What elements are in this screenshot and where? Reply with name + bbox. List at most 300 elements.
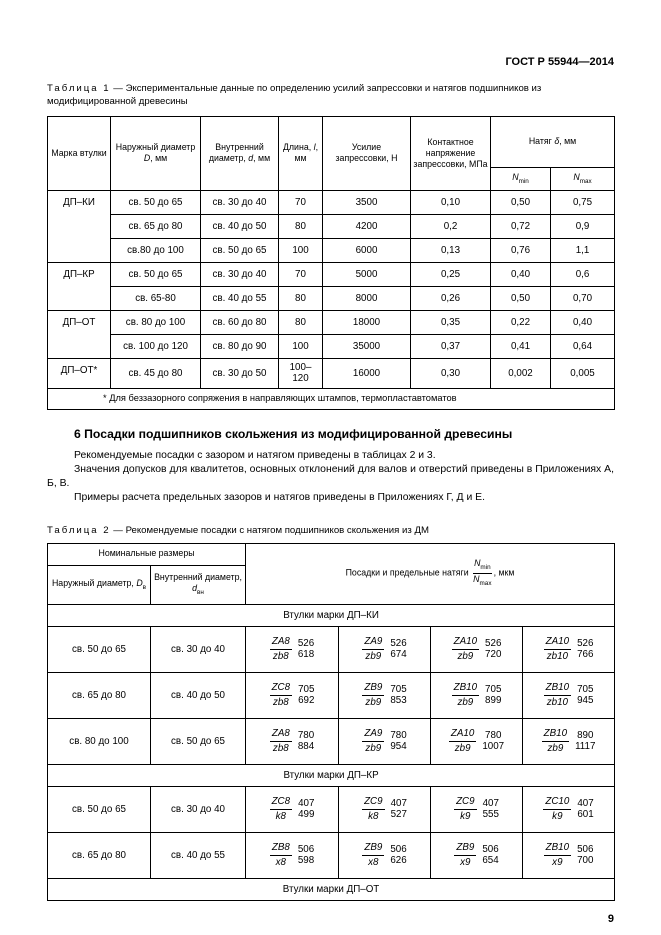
interference-values xyxy=(390,638,406,661)
table2-row xyxy=(48,832,615,878)
fit-fraction xyxy=(542,728,569,754)
t1-header-inner-diameter xyxy=(201,116,279,190)
table2-body xyxy=(48,604,615,900)
table1-data-cell: св. 50 до 65 xyxy=(201,238,279,262)
fit-shaft-code: zb9 xyxy=(365,696,382,708)
n-max-value: 527 xyxy=(390,809,407,821)
inner-diameter-cell: св. 40 до 55 xyxy=(151,832,246,878)
fit-fraction xyxy=(362,682,384,708)
table1-data-cell: 0,37 xyxy=(411,334,491,358)
table2-caption-dash: — xyxy=(113,524,123,536)
table1-row xyxy=(48,214,615,238)
table1-data-cell: 0,9 xyxy=(551,214,615,238)
t1-header-nmin xyxy=(491,167,551,190)
fit-hole-code: ZA9 xyxy=(362,636,384,649)
table1-data-cell: 0,25 xyxy=(411,262,491,286)
fit-value xyxy=(270,636,314,662)
fit-shaft-code: x9 xyxy=(460,856,471,868)
table1-caption-label: Таблица 1 xyxy=(47,83,111,94)
n-min-value: 890 xyxy=(577,729,594,741)
fit-shaft-code: zb9 xyxy=(365,650,382,662)
t1-header-length-unit: , мм xyxy=(294,142,319,164)
interference-values xyxy=(390,730,406,753)
n-min-value: 780 xyxy=(485,729,502,741)
fit-shaft-code: x8 xyxy=(368,856,379,868)
table2-row xyxy=(48,626,615,672)
n-max-value: 555 xyxy=(482,809,499,821)
fit-value xyxy=(362,682,406,708)
t1-header-inner-unit: , мм xyxy=(253,153,271,164)
fit-cell xyxy=(339,832,431,878)
table1-data-cell: св.80 до 100 xyxy=(111,238,201,262)
interference-values xyxy=(298,684,314,707)
fit-shaft-code: zb9 xyxy=(365,742,382,754)
t1-header-brand: Марка втулки xyxy=(48,116,111,190)
table2-section-title: Втулки марки ДП–ОТ xyxy=(48,878,615,900)
n-max-value: 1007 xyxy=(482,741,505,753)
fit-value xyxy=(362,796,407,822)
t1-header-nmax xyxy=(551,167,615,190)
interference-values xyxy=(485,684,501,707)
table1-data-cell: 0,35 xyxy=(411,310,491,334)
fit-hole-code: ZB10 xyxy=(544,682,571,695)
fit-fraction xyxy=(449,728,476,754)
table2-row xyxy=(48,786,615,832)
table1-data-cell: св. 30 до 40 xyxy=(201,190,279,214)
n-max-value: 626 xyxy=(390,855,407,867)
n-min-value: 780 xyxy=(297,729,315,741)
nmin-subscript: min xyxy=(518,177,529,185)
table1-data-cell: 0,64 xyxy=(551,334,615,358)
table1-data-cell: 0,22 xyxy=(491,310,551,334)
section-paragraphs xyxy=(47,449,614,506)
fit-fraction xyxy=(454,796,477,822)
n-max-value: 674 xyxy=(390,649,407,661)
table1-data-cell: 0,50 xyxy=(491,286,551,310)
table2-caption xyxy=(47,525,614,538)
interference-values xyxy=(298,798,314,821)
table1-data-cell: 0,72 xyxy=(491,214,551,238)
fit-cell xyxy=(523,626,615,672)
n-max-value: 884 xyxy=(297,741,315,753)
fit-fraction xyxy=(270,682,293,708)
n-min-value: 526 xyxy=(485,637,502,649)
inner-diameter-cell: св. 30 до 40 xyxy=(151,786,246,832)
fit-cell xyxy=(431,672,523,718)
fit-cell xyxy=(246,786,339,832)
outer-diameter-cell: св. 50 до 65 xyxy=(48,786,151,832)
fit-shaft-code: zb9 xyxy=(457,650,474,662)
n-min-value: 506 xyxy=(482,843,499,855)
fit-value xyxy=(362,842,406,868)
table1-footnote: * Для беззазорного сопряжения в направляющих штампов, термопластавтоматов xyxy=(48,388,615,409)
fit-fraction xyxy=(362,636,384,662)
fit-cell xyxy=(523,786,615,832)
fit-value xyxy=(543,796,593,822)
interference-values xyxy=(390,844,406,867)
n-max-value: 945 xyxy=(577,695,594,707)
table2-section-row xyxy=(48,878,615,900)
fit-shaft-code: zb9 xyxy=(547,742,564,754)
fit-shaft-code: x9 xyxy=(552,856,563,868)
fit-hole-code: ZA10 xyxy=(452,636,479,649)
table1-caption xyxy=(47,83,614,109)
fit-shaft-code: k8 xyxy=(368,810,379,822)
n-max-value: 618 xyxy=(297,649,315,661)
interference-values xyxy=(577,798,593,821)
table1-data-cell: 6000 xyxy=(323,238,411,262)
n-min-value: 526 xyxy=(297,637,315,649)
table1-data-cell: 70 xyxy=(279,262,323,286)
fit-fraction xyxy=(452,682,479,708)
t2-header-inner-subscript: вн xyxy=(197,589,204,596)
table1-data-cell: св. 100 до 120 xyxy=(111,334,201,358)
table2-head xyxy=(48,543,615,604)
fit-hole-code: ZB9 xyxy=(362,682,384,695)
t1-header-outer-diameter xyxy=(111,116,201,190)
fit-value xyxy=(270,842,314,868)
t1-header-interference xyxy=(491,116,615,167)
table1-data-cell: 18000 xyxy=(323,310,411,334)
table1-data-cell: 0,75 xyxy=(551,190,615,214)
table2-header-row-1 xyxy=(48,543,615,565)
fit-shaft-code: k8 xyxy=(275,810,287,822)
fit-cell xyxy=(431,626,523,672)
fit-hole-code: ZC9 xyxy=(454,796,477,809)
fit-cell xyxy=(431,832,523,878)
n-max-value: 766 xyxy=(577,649,594,661)
interference-values xyxy=(391,798,407,821)
fit-hole-code: ZB10 xyxy=(542,728,569,741)
t1-header-stress: Контактное напряжение запрессовки, МПа xyxy=(411,116,491,190)
table1-data-cell: 1,1 xyxy=(551,238,615,262)
table1-row xyxy=(48,190,615,214)
table2-section-title: Втулки марки ДП–КР xyxy=(48,764,615,786)
fit-cell xyxy=(246,672,339,718)
fit-hole-code: ZA8 xyxy=(270,728,292,741)
table1-data-cell: 3500 xyxy=(323,190,411,214)
table1-row xyxy=(48,334,615,358)
fit-shaft-code: zb8 xyxy=(272,742,289,754)
n-min-value: 780 xyxy=(390,729,407,741)
interference-values xyxy=(485,638,501,661)
table2-section-row xyxy=(48,604,615,626)
table1-data-cell: 80 xyxy=(279,310,323,334)
fit-cell xyxy=(339,718,431,764)
fit-hole-code: ZC9 xyxy=(362,796,385,809)
table1-data-cell: 4200 xyxy=(323,214,411,238)
fit-hole-code: ZC10 xyxy=(543,796,571,809)
nmax-subscript: max xyxy=(479,579,492,587)
t1-header-outer-text: Наружный диаметр xyxy=(115,142,196,153)
table1-caption-dash: — xyxy=(113,83,123,94)
table2-section-title: Втулки марки ДП–КИ xyxy=(48,604,615,626)
fit-fraction xyxy=(544,682,571,708)
table1 xyxy=(47,116,615,410)
t2-header-fits-unit: , мкм xyxy=(493,567,515,578)
n-max-value: 654 xyxy=(482,855,499,867)
table2-row xyxy=(48,672,615,718)
table1-row xyxy=(48,286,615,310)
fit-fraction xyxy=(452,636,479,662)
nmin-fraction-top xyxy=(473,559,492,574)
interference-values xyxy=(577,684,593,707)
outer-diameter-cell: св. 50 до 65 xyxy=(48,626,151,672)
t1-header-interference-unit: , мм xyxy=(559,136,577,147)
table1-data-cell: 0,10 xyxy=(411,190,491,214)
fit-cell xyxy=(431,718,523,764)
table1-data-cell: 0,6 xyxy=(551,262,615,286)
fit-hole-code: ZB9 xyxy=(454,842,476,855)
fit-hole-code: ZB10 xyxy=(452,682,479,695)
fit-shaft-code: zb9 xyxy=(457,696,474,708)
t1-header-interference-symbol: δ xyxy=(554,136,560,147)
fit-hole-code: ZA10 xyxy=(544,636,571,649)
nmax-symbol: N xyxy=(473,574,480,585)
table1-data-cell: 8000 xyxy=(323,286,411,310)
table1-data-cell: 0,70 xyxy=(551,286,615,310)
table1-data-cell: 80 xyxy=(279,286,323,310)
n-max-value: 853 xyxy=(390,695,407,707)
paragraph: Примеры расчета предельных зазоров и натягов приведены в Приложениях Г, Д и Е. xyxy=(74,492,485,504)
n-max-value: 1117 xyxy=(575,741,596,753)
table1-row xyxy=(48,262,615,286)
table1-data-cell: 0,30 xyxy=(411,358,491,388)
table2-caption-text: Рекомендуемые посадки с натягом подшипников скольжения из ДМ xyxy=(125,524,429,536)
table1-data-cell: св. 65-80 xyxy=(111,286,201,310)
t2-header-inner xyxy=(151,565,246,604)
table1-data-cell: св. 60 до 80 xyxy=(201,310,279,334)
fit-fraction xyxy=(544,842,571,868)
interference-values xyxy=(483,798,499,821)
t2-header-inner-text: Внутренний диаметр, xyxy=(154,571,242,582)
n-min-value: 526 xyxy=(390,637,407,649)
interference-values xyxy=(577,844,593,867)
interference-values xyxy=(577,638,593,661)
fit-value xyxy=(270,796,315,822)
fit-hole-code: ZB8 xyxy=(270,842,292,855)
n-min-value: 705 xyxy=(298,683,315,695)
table1-header-row-1 xyxy=(48,116,615,167)
t2-header-outer-text: Наружный диаметр, xyxy=(51,577,137,588)
fit-value xyxy=(454,842,498,868)
t2-header-fits xyxy=(246,543,615,604)
fit-cell xyxy=(523,718,615,764)
fit-cell xyxy=(246,832,339,878)
interference-values xyxy=(298,844,314,867)
fit-cell xyxy=(523,672,615,718)
t1-header-force: Усилие запрессовки, Н xyxy=(323,116,411,190)
paragraph: Значения допусков для квалитетов, основных отклонений для валов и отверстий приведены в Приложениях А, Б, В. xyxy=(47,464,614,490)
table1-data-cell: 0,40 xyxy=(491,262,551,286)
page-number: 9 xyxy=(607,912,614,925)
table1-data-cell: 0,13 xyxy=(411,238,491,262)
outer-diameter-cell: св. 80 до 100 xyxy=(48,718,151,764)
table2 xyxy=(47,543,615,901)
n-max-value: 692 xyxy=(298,695,315,707)
fit-value xyxy=(452,636,502,662)
fit-shaft-code: zb10 xyxy=(546,650,568,662)
table1-data-cell: 0,26 xyxy=(411,286,491,310)
table1-data-cell: 0,005 xyxy=(551,358,615,388)
fit-cell xyxy=(339,786,431,832)
fit-fraction xyxy=(270,842,292,868)
n-min-value: 705 xyxy=(485,683,502,695)
fit-hole-code: ZB9 xyxy=(362,842,384,855)
t1-header-outer-symbol: D xyxy=(143,153,151,164)
fit-shaft-code: x8 xyxy=(275,856,286,868)
n-min-value: 526 xyxy=(577,637,594,649)
fit-shaft-code: k9 xyxy=(460,810,471,822)
fit-fraction xyxy=(270,636,292,662)
fit-shaft-code: zb10 xyxy=(546,696,568,708)
nmax-fraction-bottom xyxy=(473,574,491,588)
table1-data-cell: 100 xyxy=(279,238,323,262)
table1-data-cell: 0,41 xyxy=(491,334,551,358)
table1-data-cell: св. 40 до 55 xyxy=(201,286,279,310)
table1-brand-cell: ДП–ОТ* xyxy=(48,358,111,388)
interference-values xyxy=(298,730,314,753)
nmax-subscript: max xyxy=(579,177,592,185)
n-min-value: 506 xyxy=(390,843,407,855)
table1-brand-cell: ДП–ОТ xyxy=(48,310,111,358)
inner-diameter-cell: св. 30 до 40 xyxy=(151,626,246,672)
table1-data-cell: 0,2 xyxy=(411,214,491,238)
table1-data-cell: 100 xyxy=(279,334,323,358)
fit-hole-code: ZA8 xyxy=(270,636,292,649)
n-min-value: 407 xyxy=(390,797,407,809)
table1-caption-text: Экспериментальные данные по определению усилий запрессовки и натягов подшипников из модифицированной древесины xyxy=(47,83,542,107)
interference-values xyxy=(575,730,595,753)
fit-hole-code: ZA9 xyxy=(362,728,384,741)
fit-value xyxy=(544,682,594,708)
table1-body xyxy=(48,190,615,388)
section-heading: 6 Посадки подшипников скольжения из модифицированной древесины xyxy=(74,427,513,442)
interference-values xyxy=(482,730,504,753)
outer-diameter-cell: св. 65 до 80 xyxy=(48,832,151,878)
fit-shaft-code: zb9 xyxy=(454,742,471,754)
table1-data-cell: св. 80 до 90 xyxy=(201,334,279,358)
table1-data-cell: св. 80 до 100 xyxy=(111,310,201,334)
t2-header-outer-symbol: D xyxy=(136,577,143,588)
fit-value xyxy=(454,796,499,822)
table1-data-cell: 16000 xyxy=(323,358,411,388)
table1-data-cell: 0,002 xyxy=(491,358,551,388)
fit-cell xyxy=(523,832,615,878)
n-min-value: 407 xyxy=(577,797,594,809)
table1-data-cell: 70 xyxy=(279,190,323,214)
fit-value xyxy=(362,728,406,754)
n-max-value: 954 xyxy=(390,741,407,753)
fit-value xyxy=(544,636,594,662)
table1-data-cell: св. 65 до 80 xyxy=(111,214,201,238)
t1-header-inner-text: Внутренний диаметр, xyxy=(208,142,264,164)
n-min-value: 407 xyxy=(298,797,315,809)
table1-head xyxy=(48,116,615,190)
table1-data-cell: 5000 xyxy=(323,262,411,286)
fit-hole-code: ZB10 xyxy=(544,842,571,855)
nmin-nmax-fraction xyxy=(473,559,492,587)
table1-data-cell: св. 40 до 50 xyxy=(201,214,279,238)
paragraph: Рекомендуемые посадки с зазором и натягом приведены в таблицах 2 и 3. xyxy=(74,450,436,462)
t1-header-length-text: Длина, xyxy=(282,142,312,153)
table1-row xyxy=(48,238,615,262)
fit-value xyxy=(362,636,406,662)
t1-header-inner-symbol: d xyxy=(248,153,254,164)
inner-diameter-cell: св. 40 до 50 xyxy=(151,672,246,718)
fit-value xyxy=(544,842,594,868)
fit-value xyxy=(449,728,504,754)
fit-hole-code: ZC8 xyxy=(270,796,293,809)
table1-data-cell: св. 30 до 50 xyxy=(201,358,279,388)
fit-fraction xyxy=(362,842,384,868)
fit-cell xyxy=(246,626,339,672)
inner-diameter-cell: св. 50 до 65 xyxy=(151,718,246,764)
fit-shaft-code: k9 xyxy=(552,810,563,822)
fit-shaft-code: zb8 xyxy=(272,696,289,708)
t2-header-outer-subscript: в xyxy=(142,583,147,591)
fit-fraction xyxy=(543,796,571,822)
fit-cell xyxy=(339,672,431,718)
nmin-subscript: min xyxy=(480,564,491,572)
n-min-value: 506 xyxy=(297,843,315,855)
table1-data-cell: 0,50 xyxy=(491,190,551,214)
table1-data-cell: св. 30 до 40 xyxy=(201,262,279,286)
table1-data-cell: св. 50 до 65 xyxy=(111,262,201,286)
n-max-value: 899 xyxy=(485,695,502,707)
nmax-symbol: N xyxy=(573,171,580,182)
table2-row xyxy=(48,718,615,764)
t1-header-length-symbol: l xyxy=(313,142,316,153)
n-max-value: 598 xyxy=(297,855,315,867)
fit-value xyxy=(452,682,502,708)
doc-code: ГОСТ Р 55944—2014 xyxy=(505,56,614,68)
n-min-value: 506 xyxy=(577,843,594,855)
t2-header-inner-symbol: d xyxy=(192,583,198,594)
fit-hole-code: ZA10 xyxy=(449,728,476,741)
t2-header-outer xyxy=(48,565,151,604)
table1-row xyxy=(48,358,615,388)
fit-value xyxy=(270,728,314,754)
table1-data-cell: 35000 xyxy=(323,334,411,358)
outer-diameter-cell: св. 65 до 80 xyxy=(48,672,151,718)
table1-brand-cell: ДП–КИ xyxy=(48,190,111,262)
t2-header-fits-text: Посадки и предельные натяги xyxy=(345,567,469,578)
interference-values xyxy=(390,684,406,707)
fit-hole-code: ZC8 xyxy=(270,682,293,695)
table1-data-cell: св. 45 до 80 xyxy=(111,358,201,388)
n-max-value: 720 xyxy=(485,649,502,661)
nmin-symbol: N xyxy=(474,558,481,569)
fit-value xyxy=(270,682,315,708)
table1-data-cell: 80 xyxy=(279,214,323,238)
n-max-value: 601 xyxy=(577,809,594,821)
table1-data-cell: 0,76 xyxy=(491,238,551,262)
table2-section-row xyxy=(48,764,615,786)
table1-data-cell: 100–120 xyxy=(279,358,323,388)
fit-fraction xyxy=(270,796,293,822)
fit-fraction xyxy=(362,728,384,754)
fit-fraction xyxy=(544,636,571,662)
fit-cell xyxy=(339,626,431,672)
fit-cell xyxy=(431,786,523,832)
t2-header-nominal: Номинальные размеры xyxy=(48,543,246,565)
fit-fraction xyxy=(362,796,385,822)
interference-values xyxy=(298,638,314,661)
table1-brand-cell: ДП–КР xyxy=(48,262,111,310)
table1-data-cell: св. 50 до 65 xyxy=(111,190,201,214)
t1-header-length xyxy=(279,116,323,190)
